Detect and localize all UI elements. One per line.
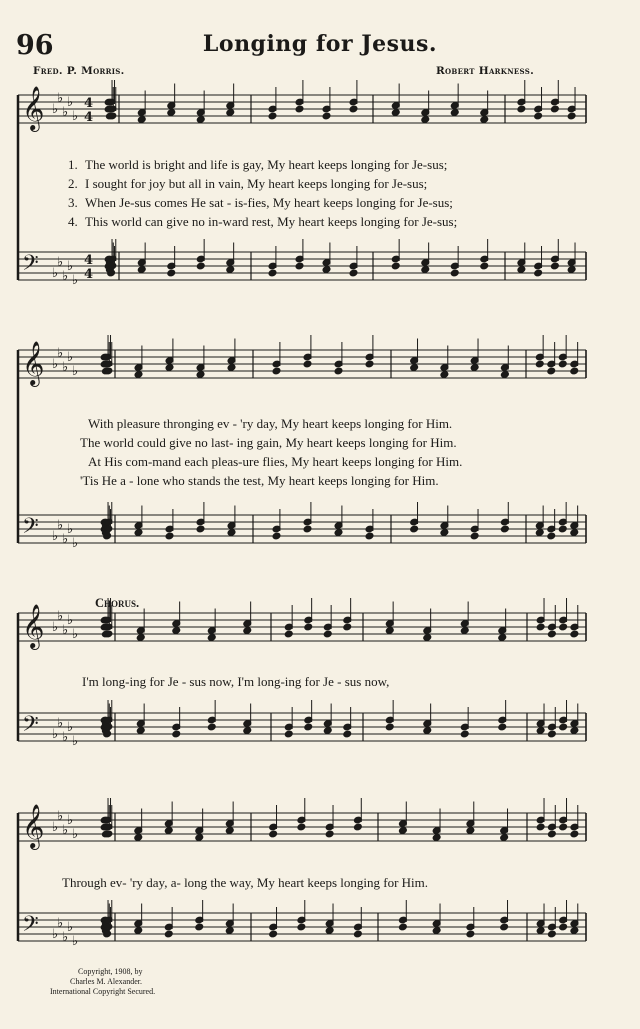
copyright-line-3: International Copyright Secured. [50,987,156,996]
time-signature: 4 [84,267,94,282]
flat-sign: ♭ [57,716,64,731]
note-head [172,627,181,635]
note-head [559,723,568,731]
note-head [269,830,278,838]
note-head [243,727,252,735]
note-head [334,529,343,537]
note-head [548,630,557,638]
flat-sign: ♭ [62,730,69,745]
chorus-line-2: Through ev- 'ry day, a- long the way, My heart keeps longing for Him. [62,875,429,890]
flat-sign: ♭ [67,350,74,365]
treble-clef-icon: 𝄞 [22,804,45,848]
note-head [517,105,526,113]
chorus-label: Chorus. [95,596,140,610]
note-head [391,262,400,270]
note-head [535,360,544,368]
hymn-title: Longing for Jesus. [202,31,438,57]
note-head [207,723,216,731]
note-head [196,371,205,379]
note-head [432,927,441,935]
flat-sign: ♭ [72,109,79,124]
flat-sign: ♭ [67,522,74,537]
note-head [536,823,545,831]
note-head [225,927,234,935]
note-head [558,525,567,533]
flat-sign: ♭ [52,357,59,372]
bass-clef-icon: 𝄢 [22,514,39,544]
flat-sign: ♭ [72,827,79,842]
note-head [480,262,489,270]
verse-line-6: The world could give no last- ing gain, My heart keeps longing for Him. [80,435,457,450]
composer-credit: Robert Harkness. [436,65,535,77]
note-head [134,927,143,935]
note-head [498,723,507,731]
note-head [440,371,449,379]
note-head [136,727,145,735]
note-head [534,269,543,277]
note-head [567,266,576,274]
note-head [500,923,509,931]
note-head [284,630,293,638]
note-head [269,930,278,938]
note-head [500,834,509,842]
note-head [136,634,145,642]
verse-line-8: 'Tis He a - lone who stands the test, My heart keeps longing for Him. [80,473,439,488]
note-head [343,623,352,631]
note-head [303,360,312,368]
note-head [421,116,430,124]
note-head [570,727,579,735]
verse-line-3: 3. When Je-sus comes He sat - is-fies, My heart keeps longing for Je-sus; [68,195,453,210]
note-head [559,823,568,831]
note-head [167,109,176,117]
note-head [334,367,343,375]
note-head [343,730,352,738]
note-head [517,266,526,274]
flat-sign: ♭ [62,823,69,838]
flat-sign: ♭ [72,273,79,288]
note-head [297,923,306,931]
note-head [325,927,334,935]
flat-sign: ♭ [52,620,59,635]
flat-sign: ♭ [67,95,74,110]
note-head [440,529,449,537]
note-head [498,634,507,642]
note-head [137,266,146,274]
note-head [325,830,334,838]
verse-line-1: 1. The world is bright and life is gay, My heart keeps longing for Je-sus; [68,157,448,172]
time-signature: 4 [84,96,94,111]
flat-sign: ♭ [52,529,59,544]
note-head [196,116,205,124]
note-head [501,371,510,379]
note-head [272,367,281,375]
note-head [570,927,579,935]
note-head [322,112,331,120]
note-head [567,112,576,120]
copyright-line-2: Charles M. Alexander. [70,977,142,986]
flat-sign: ♭ [72,734,79,749]
note-head [268,112,277,120]
note-head [558,360,567,368]
note-head [323,630,332,638]
flat-sign: ♭ [52,820,59,835]
time-signature: 4 [84,110,94,125]
note-head [399,827,408,835]
note-head [410,525,419,533]
bass-clef-icon: 𝄢 [22,251,39,281]
note-head [391,109,400,117]
note-head [323,727,332,735]
note-head [196,262,205,270]
note-head [450,269,459,277]
note-head [207,634,216,642]
note-head [548,930,557,938]
note-head [551,105,560,113]
verse-line-4: 4. This world can give no in-ward rest, My heart keeps longing for Je-sus; [68,214,458,229]
note-head [551,262,560,270]
flat-sign: ♭ [52,266,59,281]
note-head [466,930,475,938]
verse-line-2: 2. I sought for joy but all in vain, My heart keeps longing for Je-sus; [68,176,428,191]
note-head [423,727,432,735]
note-head [570,529,579,537]
hymn-number: 96 [16,30,54,61]
chorus-line-1: I'm long-ing for Je - sus now, I'm long-ing for Je - sus now, [82,674,390,689]
note-head [268,269,277,277]
treble-clef-icon: 𝄞 [22,341,45,385]
note-head [399,923,408,931]
note-head [536,727,545,735]
flat-sign: ♭ [67,813,74,828]
note-head [226,266,235,274]
note-head [195,923,204,931]
note-head [570,367,579,375]
flat-sign: ♭ [72,364,79,379]
note-head [297,823,306,831]
note-head [559,623,568,631]
note-head [547,367,556,375]
flat-sign: ♭ [72,934,79,949]
note-head [548,730,557,738]
bass-clef-icon: 𝄢 [22,712,39,742]
note-head [295,262,304,270]
note-head [460,730,469,738]
note-head [225,827,234,835]
flat-sign: ♭ [57,518,64,533]
note-head [450,109,459,117]
note-head [536,623,545,631]
note-head [322,266,331,274]
flat-sign: ♭ [62,930,69,945]
flat-sign: ♭ [67,613,74,628]
note-head [470,364,479,372]
note-head [164,930,173,938]
flat-sign: ♭ [62,269,69,284]
flat-sign: ♭ [52,927,59,942]
note-head [385,627,394,635]
note-head [365,360,374,368]
note-head [195,834,204,842]
flat-sign: ♭ [57,609,64,624]
note-head [284,730,293,738]
treble-clef-icon: 𝄞 [22,604,45,648]
note-head [536,927,545,935]
treble-clef-icon: 𝄞 [22,86,45,130]
flat-sign: ♭ [67,920,74,935]
note-head [410,364,419,372]
note-head [570,830,579,838]
flat-sign: ♭ [67,259,74,274]
note-head [432,834,441,842]
flat-sign: ♭ [52,727,59,742]
flat-sign: ♭ [62,623,69,638]
note-head [303,525,312,533]
note-head [227,364,236,372]
note-head [165,364,174,372]
flat-sign: ♭ [52,102,59,117]
note-head [167,269,176,277]
note-head [460,627,469,635]
note-head [165,532,174,540]
author-credit: Fred. P. Morris. [33,65,125,77]
note-head [243,627,252,635]
note-head [134,529,143,537]
verse-line-7: At His com-mand each pleas-ure flies, My heart keeps longing for Him. [88,454,463,469]
note-head [354,930,363,938]
verse-line-5: With pleasure thronging ev - 'ry day, My heart keeps longing for Him. [88,416,453,431]
note-head [134,834,143,842]
note-head [172,730,181,738]
flat-sign: ♭ [57,916,64,931]
note-head [134,371,143,379]
note-head [272,532,281,540]
note-head [548,830,557,838]
note-head [304,623,313,631]
flat-sign: ♭ [57,809,64,824]
flat-sign: ♭ [67,720,74,735]
note-head [349,105,358,113]
note-head [501,525,510,533]
note-head [423,634,432,642]
note-head [137,116,146,124]
flat-sign: ♭ [62,532,69,547]
flat-sign: ♭ [72,536,79,551]
note-head [385,723,394,731]
note-head [365,532,374,540]
flat-sign: ♭ [62,105,69,120]
flat-sign: ♭ [62,360,69,375]
note-head [570,630,579,638]
flat-sign: ♭ [72,627,79,642]
note-head [354,823,363,831]
note-head [295,105,304,113]
note-head [196,525,205,533]
note-head [164,827,173,835]
note-head [421,266,430,274]
copyright-line-1: Copyright, 1908, by [78,967,143,976]
note-head [226,109,235,117]
note-head [559,923,568,931]
note-head [535,529,544,537]
note-head [470,532,479,540]
flat-sign: ♭ [57,255,64,270]
time-signature: 4 [84,253,94,268]
note-head [227,529,236,537]
note-head [349,269,358,277]
bass-clef-icon: 𝄢 [22,912,39,942]
note-head [466,827,475,835]
note-head [480,116,489,124]
note-head [547,532,556,540]
flat-sign: ♭ [57,346,64,361]
note-head [534,112,543,120]
flat-sign: ♭ [57,91,64,106]
note-head [304,723,313,731]
